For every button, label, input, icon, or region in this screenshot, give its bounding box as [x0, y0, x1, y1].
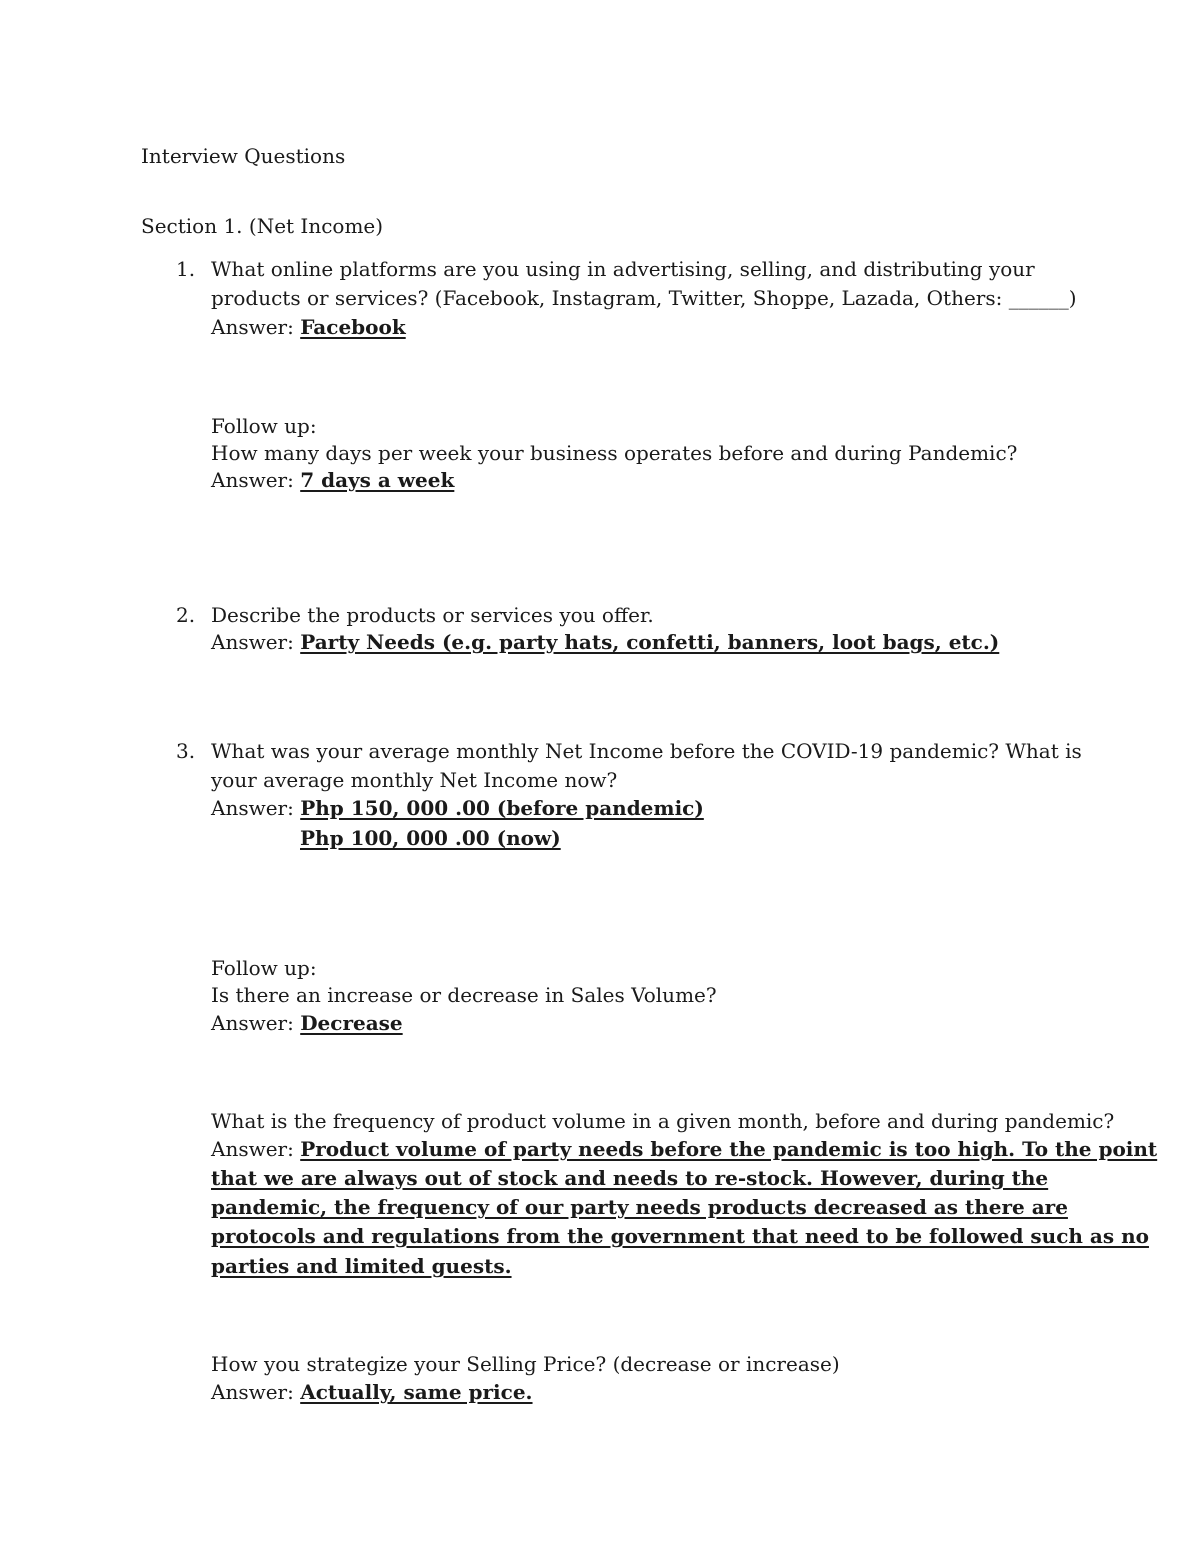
question-number-2: 2. [176, 603, 196, 627]
answer-before-value: Php 150, 000 .00 (before pandemic) [300, 796, 704, 820]
answer-value: Actually, same price. [300, 1380, 533, 1404]
answer-value: Facebook [300, 315, 406, 339]
follow-up-answer [211, 466, 454, 495]
question-3-line-2: your average monthly Net Income now? [211, 768, 618, 792]
answer-label: Answer: [211, 315, 294, 339]
section-heading: Section 1. (Net Income) [141, 214, 384, 238]
question-1-line-2: products or services? (Facebook, Instagram, Twitter, Shoppe, Lazada, Others: ______) [211, 286, 1077, 310]
follow-up-label: Follow up: [211, 414, 317, 438]
answer-label: Answer: [211, 630, 294, 654]
follow-up-answer-line-4 [211, 1222, 1149, 1251]
follow-up-question: How many days per week your business operates before and during Pandemic? [211, 441, 1018, 465]
answer-label: Answer: [211, 1011, 294, 1035]
question-3-answer-now [300, 824, 561, 853]
question-number-1: 1. [176, 257, 196, 281]
document-title: Interview Questions [141, 144, 346, 168]
follow-up-answer-line-3 [211, 1193, 1068, 1222]
follow-up-answer-line-1 [211, 1135, 1157, 1164]
answer-value: pandemic, the frequency of our party needs products decreased as there are [211, 1195, 1068, 1219]
follow-up-answer-line-5 [211, 1252, 512, 1281]
follow-up-question: How you strategize your Selling Price? (decrease or increase) [211, 1352, 840, 1376]
follow-up-answer [211, 1378, 533, 1407]
follow-up-question: What is the frequency of product volume in a given month, before and during pandemic? [211, 1109, 1115, 1133]
answer-value: Party Needs (e.g. party hats, confetti, banners, loot bags, etc.) [300, 630, 1000, 654]
answer-value: Decrease [300, 1011, 403, 1035]
answer-now-value: Php 100, 000 .00 (now) [300, 826, 561, 850]
question-1-answer [211, 313, 406, 342]
question-2-answer [211, 628, 999, 657]
answer-label: Answer: [211, 1137, 294, 1161]
answer-value: Product volume of party needs before the pandemic is too high. To the point [300, 1137, 1158, 1161]
question-2-text: Describe the products or services you offer. [211, 603, 654, 627]
follow-up-answer [211, 1009, 403, 1038]
answer-value: 7 days a week [300, 468, 455, 492]
follow-up-label: Follow up: [211, 956, 317, 980]
question-3-answer [211, 794, 704, 823]
answer-value: protocols and regulations from the government that need to be followed such as no [211, 1224, 1149, 1248]
answer-label: Answer: [211, 1380, 294, 1404]
question-3-line-1: What was your average monthly Net Income before the COVID-19 pandemic? What is [211, 739, 1082, 763]
question-1-line-1: What online platforms are you using in advertising, selling, and distributing your [211, 257, 1035, 281]
answer-label: Answer: [211, 468, 294, 492]
answer-value: that we are always out of stock and needs to re-stock. However, during the [211, 1166, 1049, 1190]
follow-up-question: Is there an increase or decrease in Sales Volume? [211, 983, 717, 1007]
answer-value: parties and limited guests. [211, 1254, 512, 1278]
follow-up-answer-line-2 [211, 1164, 1048, 1193]
answer-label: Answer: [211, 796, 294, 820]
question-number-3: 3. [176, 739, 196, 763]
